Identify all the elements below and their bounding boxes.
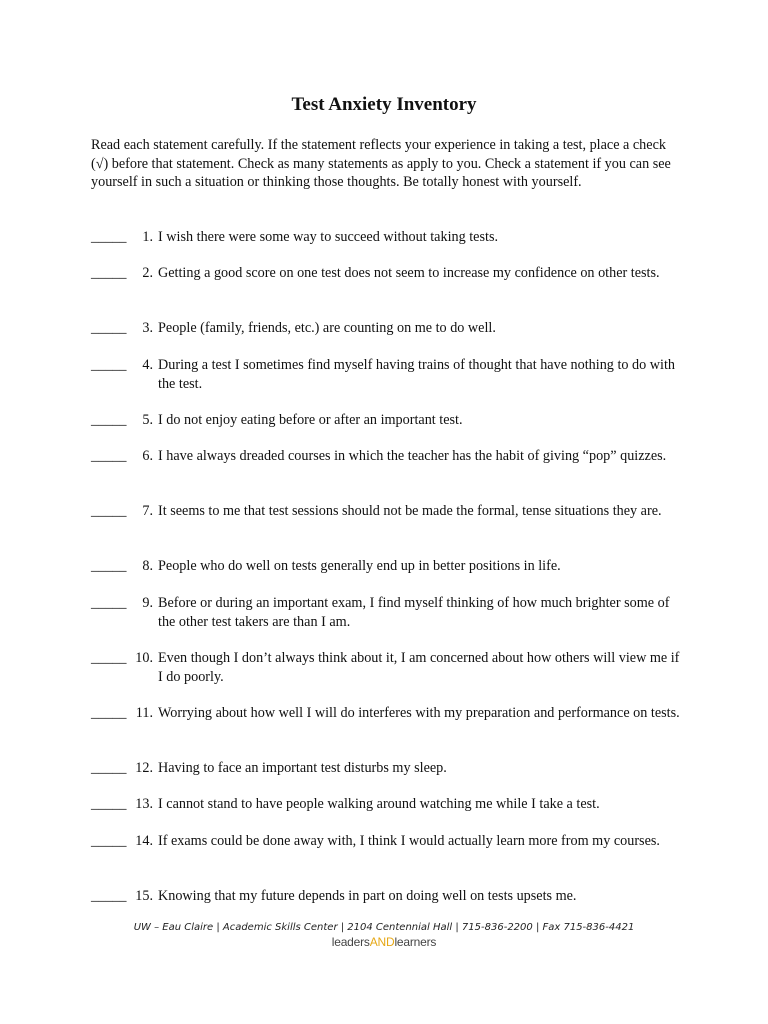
item-statement: If exams could be done away with, I think I would actually learn more from my courses. bbox=[158, 833, 660, 849]
item-statement: Before or during an important exam, I find myself thinking of how much brighter some of the other test takers are than I am. bbox=[158, 595, 670, 630]
item-statement: People (family, friends, etc.) are counting on me to do well. bbox=[158, 320, 496, 336]
item-number: 6. bbox=[142, 448, 153, 464]
item-number: 14. bbox=[135, 833, 153, 849]
check-blank[interactable]: _____ bbox=[91, 503, 127, 519]
check-blank[interactable]: _____ bbox=[91, 412, 127, 428]
check-blank[interactable]: _____ bbox=[91, 833, 127, 849]
item-statement: Worrying about how well I will do interferes with my preparation and performance on tests. bbox=[158, 705, 680, 721]
item-statement: It seems to me that test sessions should not be made the formal, tense situations they are. bbox=[158, 503, 662, 519]
item-number: 2. bbox=[142, 265, 153, 281]
item-number: 9. bbox=[142, 595, 153, 611]
item-statement: I wish there were some way to succeed without taking tests. bbox=[158, 229, 499, 245]
item-number: 8. bbox=[142, 558, 153, 574]
check-blank[interactable]: _____ bbox=[91, 558, 127, 574]
item-number: 12. bbox=[135, 760, 153, 776]
item-number: 3. bbox=[142, 320, 153, 336]
check-blank[interactable]: _____ bbox=[91, 448, 127, 464]
item-statement: Knowing that my future depends in part on doing well on tests upsets me. bbox=[158, 888, 577, 904]
footer-brand-logo bbox=[0, 935, 768, 950]
brand-and: AND bbox=[369, 935, 395, 949]
item-statement: I have always dreaded courses in which the teacher has the habit of giving “pop” quizzes. bbox=[158, 448, 667, 464]
item-number: 4. bbox=[142, 357, 153, 373]
item-number: 1. bbox=[142, 229, 153, 245]
check-blank[interactable]: _____ bbox=[91, 595, 127, 611]
check-blank[interactable]: _____ bbox=[91, 796, 127, 812]
item-statement: Even though I don’t always think about it, I am concerned about how others will view me if I do poorly. bbox=[158, 650, 680, 685]
item-number: 13. bbox=[135, 796, 153, 812]
page-title: Test Anxiety Inventory bbox=[291, 94, 477, 115]
footer-address: UW – Eau Claire | Academic Skills Center | 2104 Centennial Hall | 715-836-2200 | Fax 715-836-4421 bbox=[133, 922, 635, 933]
instructions-paragraph: Read each statement carefully. If the statement reflects your experience in taking a test, place a check (√) before that statement. Check as many statements as apply to you. Check a statement if you can see yourself in such a situation or thinking those thoughts. Be totally honest with yourself. bbox=[91, 137, 671, 190]
item-number: 10. bbox=[135, 650, 153, 666]
check-blank[interactable]: _____ bbox=[91, 650, 127, 666]
item-statement: Having to face an important test disturbs my sleep. bbox=[158, 760, 447, 776]
brand-leaders: leaders bbox=[331, 935, 370, 949]
check-blank[interactable]: _____ bbox=[91, 320, 127, 336]
check-blank[interactable]: _____ bbox=[91, 888, 127, 904]
item-number: 7. bbox=[142, 503, 153, 519]
item-number: 5. bbox=[142, 412, 153, 428]
check-blank[interactable]: _____ bbox=[91, 265, 127, 281]
check-blank[interactable]: _____ bbox=[91, 760, 127, 776]
item-number: 15. bbox=[135, 888, 153, 904]
item-number: 11. bbox=[135, 705, 153, 721]
check-blank[interactable]: _____ bbox=[91, 229, 127, 245]
check-blank[interactable]: _____ bbox=[91, 705, 127, 721]
item-statement: I do not enjoy eating before or after an important test. bbox=[158, 412, 463, 428]
item-statement: During a test I sometimes find myself having trains of thought that have nothing to do with the test. bbox=[158, 357, 675, 392]
item-statement: People who do well on tests generally end up in better positions in life. bbox=[158, 558, 561, 574]
item-statement: I cannot stand to have people walking around watching me while I take a test. bbox=[158, 796, 600, 812]
brand-learners: learners bbox=[394, 935, 437, 949]
item-statement: Getting a good score on one test does not seem to increase my confidence on other tests. bbox=[158, 265, 660, 281]
check-blank[interactable]: _____ bbox=[91, 357, 127, 373]
